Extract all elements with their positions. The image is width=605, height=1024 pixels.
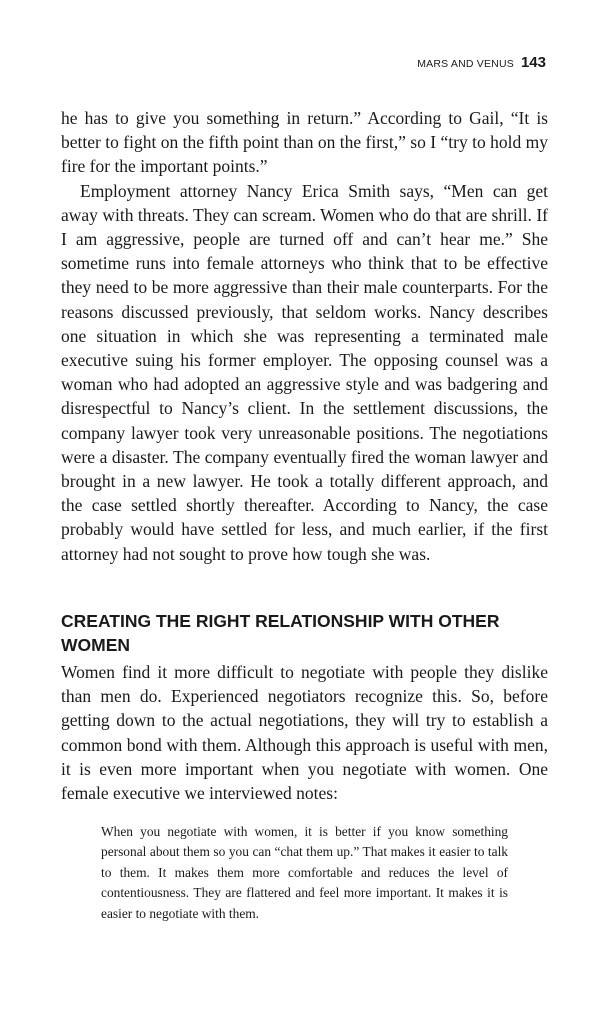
body-text bbox=[61, 106, 548, 566]
block-quote bbox=[101, 822, 508, 924]
paragraph-nancy-smith: Employment attorney Nancy Erica Smith says, “Men can get away with threats. They can scream. Women who do that are shrill. If I am aggressive, people are turned off and can’t hear me.” She sometime runs into female attorneys who think that to be effective they need to be more aggressive than their male counterparts. For the reasons discussed previously, that seldom works. Nancy describes one situation in which she was representing a terminated male executive suing his former employer. The opposing counsel was a woman who had adopted an aggressive style and was badgering and disrespectful to Nancy’s client. In the settlement discussions, the company lawyer took very unreasonable positions. The negotiations were a disaster. The company eventually fired the woman lawyer and brought in a new lawyer. He took a totally different approach, and the case settled shortly thereafter. According to Nancy, the case probably would have settled for less, and much earlier, if the first attorney had not sought to prove how tough she was. bbox=[61, 180, 548, 564]
paragraph-continued: he has to give you something in return.” According to Gail, “It is better to fight on the fifth point than on the first,” so I “try to hold my fire for the important points.” bbox=[61, 108, 548, 177]
section-heading: CREATING THE RIGHT RELATIONSHIP WITH OTHER WOMEN bbox=[61, 611, 500, 655]
section-body bbox=[61, 660, 548, 805]
running-head-title: MARS AND VENUS bbox=[417, 58, 514, 70]
section-paragraph: Women find it more difficult to negotiate with people they dislike than men do. Experienced negotiators recognize this. So, before getting down to the actual negotiations, they will try to establish a common bond with them. Although this approach is useful with men, it is even more important when you negotiate with women. One female executive we interviewed notes: bbox=[61, 662, 548, 804]
running-head bbox=[417, 54, 546, 71]
block-quote-text: When you negotiate with women, it is better if you know something personal about them so you can “chat them up.” That makes it easier to talk to them. It makes them more comfortable and reduces the level of contentiousness. They are flattered and feel more important. It makes it is easier to negotiate with them. bbox=[101, 824, 508, 921]
page-number: 143 bbox=[520, 54, 546, 71]
